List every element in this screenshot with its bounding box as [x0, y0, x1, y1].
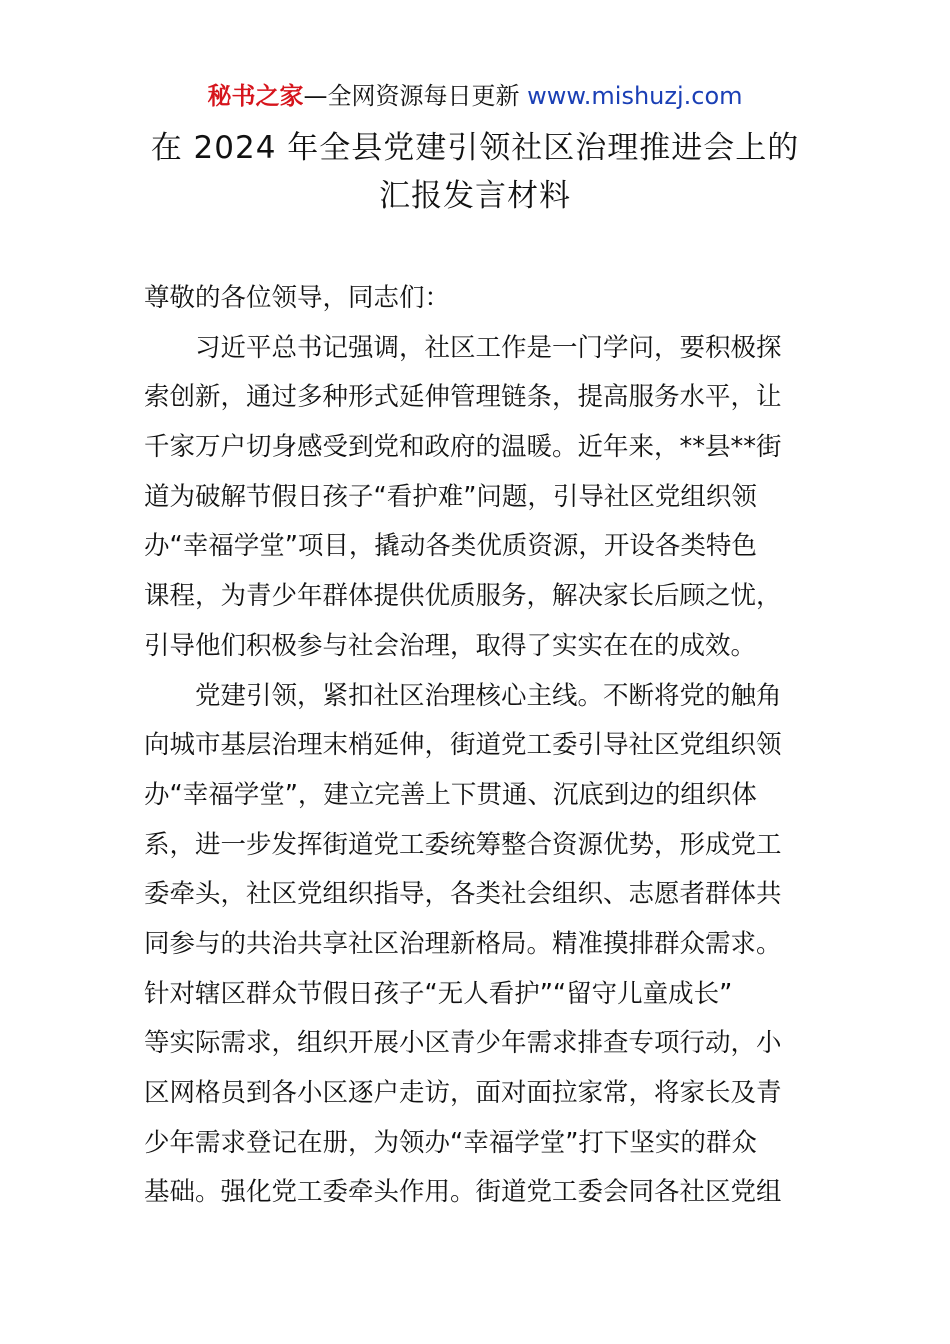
body-line: 党建引领，紧扣社区治理核心主线。不断将党的触角	[144, 680, 782, 711]
body-line: 区网格员到各小区逐户走访，面对面拉家常，将家长及青	[144, 1078, 782, 1108]
body-line: 等实际需求，组织开展小区青少年需求排查专项行动，小	[144, 1028, 782, 1059]
body-line: 办“幸福学堂”，建立完善上下贯通、沉底到边的组织体	[144, 779, 757, 810]
body-line: 课程，为青少年群体提供优质服务，解决家长后顾之忧，	[144, 581, 782, 612]
body-line: 基础。强化党工委牵头作用。街道党工委会同各社区党组	[144, 1177, 782, 1208]
document-title-line-1: 在 2024 年全县党建引领社区治理推进会上的	[150, 130, 800, 166]
body-line: 千家万户切身感受到党和政府的温暖。近年来，**县**街	[144, 432, 782, 463]
body-line: 少年需求登记在册，为领办“幸福学堂”打下坚实的群众	[144, 1127, 757, 1158]
body-line: 针对辖区群众节假日孩子“无人看护”“留守儿童成长”	[144, 978, 733, 1009]
body-line: 向城市基层治理末梢延伸，街道党工委引导社区党组织领	[144, 730, 782, 761]
body-line: 系，进一步发挥街道党工委统筹整合资源优势，形成党工	[144, 829, 782, 860]
body-line: 同参与的共治共享社区治理新格局。精准摸排群众需求。	[144, 928, 782, 959]
body-line: 习近平总书记强调，社区工作是一门学问，要积极探	[144, 332, 782, 363]
body-line: 引导他们积极参与社会治理，取得了实实在在的成效。	[144, 630, 757, 661]
site-tagline: —全网资源每日更新	[303, 82, 528, 110]
body-line: 索创新，通过多种形式延伸管理链条，提高服务水平，让	[144, 382, 782, 413]
document-title-line-2: 汇报发言材料	[379, 178, 571, 214]
document-body	[144, 274, 808, 1218]
site-header	[0, 78, 950, 114]
body-line: 委牵头，社区党组织指导，各类社会组织、志愿者群体共	[144, 879, 782, 910]
document-title	[0, 124, 950, 220]
body-line: 尊敬的各位领导，同志们：	[144, 283, 451, 313]
body-line: 道为破解节假日孩子“看护难”问题，引导社区党组织领	[144, 481, 757, 512]
site-url-link[interactable]: www.mishuzj.com	[527, 82, 743, 110]
site-brand: 秘书之家	[207, 82, 304, 110]
body-line: 办“幸福学堂”项目，撬动各类优质资源，开设各类特色	[144, 531, 757, 562]
